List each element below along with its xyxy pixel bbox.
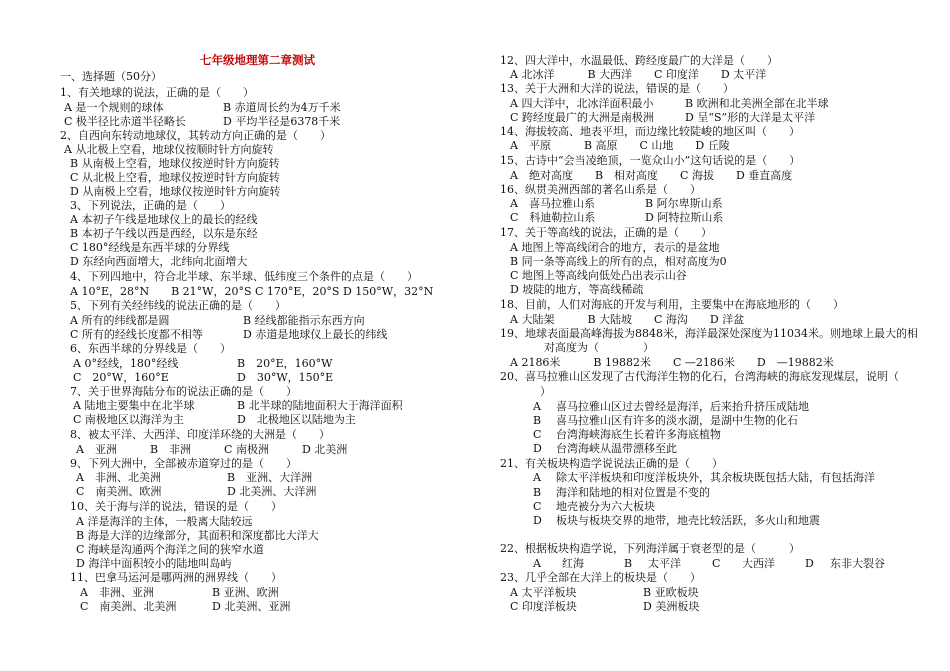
- option-2d: D 从南极上空看，地球仪按逆时针方向旋转: [70, 185, 281, 198]
- section-heading: 一、选择题（50分）: [60, 70, 162, 83]
- question-19-cont: 对高度为（ ）: [544, 341, 654, 354]
- question-14: 14、海拔较高、地表平坦，而边缘比较陡峻的地区叫（ ）: [500, 125, 800, 138]
- option-13c: C 跨经度最广的大洲是南极洲: [510, 111, 654, 124]
- question-17: 17、关于等高线的说法，正确的是（ ）: [500, 226, 712, 239]
- question-23: 23、几乎全部在大洋上的板块是（ ）: [500, 571, 701, 584]
- option-22d-text: 东非大裂谷: [830, 557, 885, 570]
- question-18: 18、目前，人们对海底的开发与利用，主要集中在海底地形的（ ）: [500, 298, 844, 311]
- option-10d: D 海洋中面积较小的陆地叫岛屿: [76, 557, 232, 570]
- option-3a: A 本初子午线是地球仪上的最长的经线: [70, 213, 258, 226]
- option-10a: A 洋是海洋的主体，一般离大陆较远: [76, 515, 253, 528]
- option-23c: C 印度洋板块: [510, 600, 577, 613]
- option-5c: C 所有的经线长度都不相等: [70, 328, 203, 341]
- option-3d: D 东经向西面增大，北纬向北面增大: [70, 255, 248, 268]
- option-12: A 北冰洋 B 大西洋 C 印度洋 D 太平洋: [510, 68, 767, 81]
- option-1b: B 赤道周长约为4万千米: [223, 101, 341, 114]
- question-7: 7、关于世界海陆分布的说法正确的是（ ）: [70, 385, 297, 398]
- option-21b-letter: B: [533, 486, 542, 499]
- option-11b: B 亚洲、欧洲: [212, 586, 279, 599]
- option-2b: B 从南极上空看，地球仪按逆时针方向旋转: [70, 157, 280, 170]
- question-1: 1、有关地球的说法，正确的是（ ）: [60, 86, 254, 99]
- question-16: 16、纵贯美洲西部的著名山系是（ ）: [500, 183, 701, 196]
- option-13b: B 欧洲和北美洲全部在北半球: [685, 97, 829, 110]
- option-1d: D 平均半径是6378千米: [223, 115, 341, 128]
- option-17a: A 地图上等高线闭合的地方，表示的是盆地: [510, 241, 720, 254]
- option-17c: C 地图上等高线向低处凸出表示山谷: [510, 269, 687, 282]
- option-5b: B 经线都能指示东西方向: [243, 314, 365, 327]
- question-13: 13、关于大洲和大洋的说法，错误的是（ ）: [500, 82, 734, 95]
- option-7a: A 陆地主要集中在北半球: [73, 399, 195, 412]
- option-20a-letter: A: [533, 400, 541, 413]
- question-22: 22、根据板块构造学说，下列海洋属于衰老型的是（ ）: [500, 542, 800, 555]
- option-22a-text: 红海: [562, 557, 584, 570]
- option-10b: B 海是大洋的边缘部分，其面积和深度都比大洋大: [76, 529, 319, 542]
- page-title: 七年级地理第二章测试: [200, 53, 315, 67]
- option-21c-text: 地壳被分为六大板块: [556, 500, 655, 513]
- question-19: 19、地球表面最高峰海拔为8848米，海洋最深处深度为11034米。则地球上最大的相: [500, 327, 918, 340]
- option-20a-text: 喜马拉雅山区过去曾经是海洋，后来抬升挤压成陆地: [556, 400, 809, 413]
- option-20d-letter: D: [533, 442, 542, 455]
- option-5d: D 赤道是地球仪上最长的纬线: [243, 328, 388, 341]
- option-23b: B 亚欧板块: [643, 586, 699, 599]
- question-15: 15、古诗中“会当凌绝顶，一览众山小”这句话说的是（ ）: [500, 154, 801, 167]
- option-13d: D 呈“S”形的大洋是太平洋: [685, 111, 816, 124]
- question-4: 4、下列四地中，符合北半球、东半球、低纬度三个条件的点是（ ）: [70, 270, 418, 283]
- option-20c-text: 台湾海峡海底生长着许多海底植物: [556, 428, 721, 441]
- option-9b: B 亚洲、大洋洲: [227, 471, 313, 484]
- question-11: 11、巴拿马运河是哪两洲的洲界线（ ）: [70, 571, 282, 584]
- option-3c: C 180°经线是东西半球的分界线: [70, 241, 230, 254]
- option-9a: A 非洲、北美洲: [76, 471, 161, 484]
- option-22c-letter: C: [712, 557, 721, 570]
- question-21: 21、有关板块构造学说说法正确的是（ ）: [500, 457, 723, 470]
- option-21d-letter: D: [533, 514, 542, 527]
- option-8: A 亚洲 B 非洲 C 南极洲 D 北美洲: [76, 443, 348, 456]
- question-12: 12、四大洋中，水温最低、跨经度最广的大洋是（ ）: [500, 54, 778, 67]
- option-4: A 10°E，28°N B 21°W，20°S C 170°E，20°S D 150°W，32°N: [70, 285, 434, 298]
- option-21a-text: 除太平洋板块和印度洋板块外，其余板块既包括大陆，有包括海洋: [556, 471, 875, 484]
- question-10: 10、关于海与洋的说法，错误的是（ ）: [70, 500, 282, 513]
- option-21c-letter: C: [533, 500, 542, 513]
- option-16c: C 科迪勒拉山系: [510, 211, 596, 224]
- option-19: A 2186米 B 19882米 C —2186米 D —19882米: [510, 356, 834, 369]
- option-7d: D 北极地区以陆地为主: [237, 413, 356, 426]
- option-6a: A 0°经线，180°经线: [73, 357, 179, 370]
- question-2: 2、自西向东转动地球仪，其转动方向正确的是（ ）: [60, 129, 331, 142]
- option-9c: C 南美洲、欧洲: [76, 485, 162, 498]
- question-8: 8、被太平洋、大西洋、印度洋环绕的大洲是（ ）: [70, 428, 330, 441]
- option-16a: A 喜马拉雅山系: [510, 197, 595, 210]
- option-16b: B 阿尔卑斯山系: [645, 197, 723, 210]
- option-6b: B 20°E，160°W: [237, 357, 333, 370]
- option-3b: B 本初子午线以西是西经，以东是东经: [70, 227, 258, 240]
- option-11c: C 南美洲、北美洲: [80, 600, 177, 613]
- option-11d: D 北美洲、亚洲: [212, 600, 291, 613]
- question-20-cont: ）: [540, 385, 551, 398]
- option-14: A 平原 B 高原 C 山地 D 丘陵: [510, 139, 730, 152]
- option-21a-letter: A: [533, 471, 541, 484]
- option-20b-text: 喜马拉雅山区有许多的淡水湖，是湖中生物的化石: [556, 414, 798, 427]
- question-20: 20、喜马拉雅山区发现了古代海洋生物的化石，台湾海峡的海底发现煤层，说明（: [500, 370, 899, 383]
- question-3: 3、下列说法，正确的是（ ）: [70, 199, 231, 212]
- option-22c-text: 大西洋: [742, 557, 775, 570]
- option-9d: D 北美洲、大洋洲: [227, 485, 317, 498]
- option-21b-text: 海洋和陆地的相对位置是不变的: [556, 486, 710, 499]
- option-22b-letter: B: [624, 557, 633, 570]
- option-1a: A 是一个规则的球体: [64, 101, 164, 114]
- option-11a: A 非洲、亚洲: [80, 586, 154, 599]
- option-15: A 绝对高度 B 相对高度 C 海拔 D 垂直高度: [510, 169, 793, 182]
- option-6c: C 20°W，160°E: [73, 371, 169, 384]
- question-9: 9、下列大洲中，全部被赤道穿过的是（ ）: [70, 457, 297, 470]
- option-22d-letter: D: [805, 557, 814, 570]
- option-2c: C 从北极上空看，地球仪按逆时针方向旋转: [70, 171, 280, 184]
- option-20d-text: 台湾海峡从温带漂移至此: [556, 442, 677, 455]
- option-7c: C 南极地区以海洋为主: [73, 413, 184, 426]
- option-1c: C 极半径比赤道半径略长: [64, 115, 186, 128]
- option-6d: D 30°W，150°E: [237, 371, 334, 384]
- option-23a: A 太平洋板块: [510, 586, 577, 599]
- option-20b-letter: B: [533, 414, 542, 427]
- option-17b: B 同一条等高线上的所有的点，相对高度为0: [510, 255, 727, 268]
- option-22b-text: 太平洋: [648, 557, 681, 570]
- option-17d: D 坡陡的地方，等高线稀疏: [510, 283, 644, 296]
- question-5: 5、下列有关经纬线的说法正确的是（ ）: [70, 299, 286, 312]
- option-7b: B 北半球的陆地面积大于海洋面积: [237, 399, 403, 412]
- option-2a: A 从北极上空看，地球仪按顺时针方向旋转: [64, 143, 274, 156]
- option-20c-letter: C: [533, 428, 542, 441]
- option-23d: D 美洲板块: [643, 600, 700, 613]
- option-5a: A 所有的纬线都是圆: [70, 314, 170, 327]
- option-10c: C 海峡是沟通两个海洋之间的狭窄水道: [76, 543, 264, 556]
- option-13a: A 四大洋中，北冰洋面积最小: [510, 97, 654, 110]
- option-16d: D 阿特拉斯山系: [645, 211, 724, 224]
- option-21d-text: 板块与板块交界的地带，地壳比较活跃，多火山和地震: [556, 514, 820, 527]
- question-6: 6、东西半球的分界线是（ ）: [70, 342, 231, 355]
- option-22a-letter: A: [533, 557, 541, 570]
- option-18: A 大陆架 B 大陆坡 C 海沟 D 洋盆: [510, 313, 745, 326]
